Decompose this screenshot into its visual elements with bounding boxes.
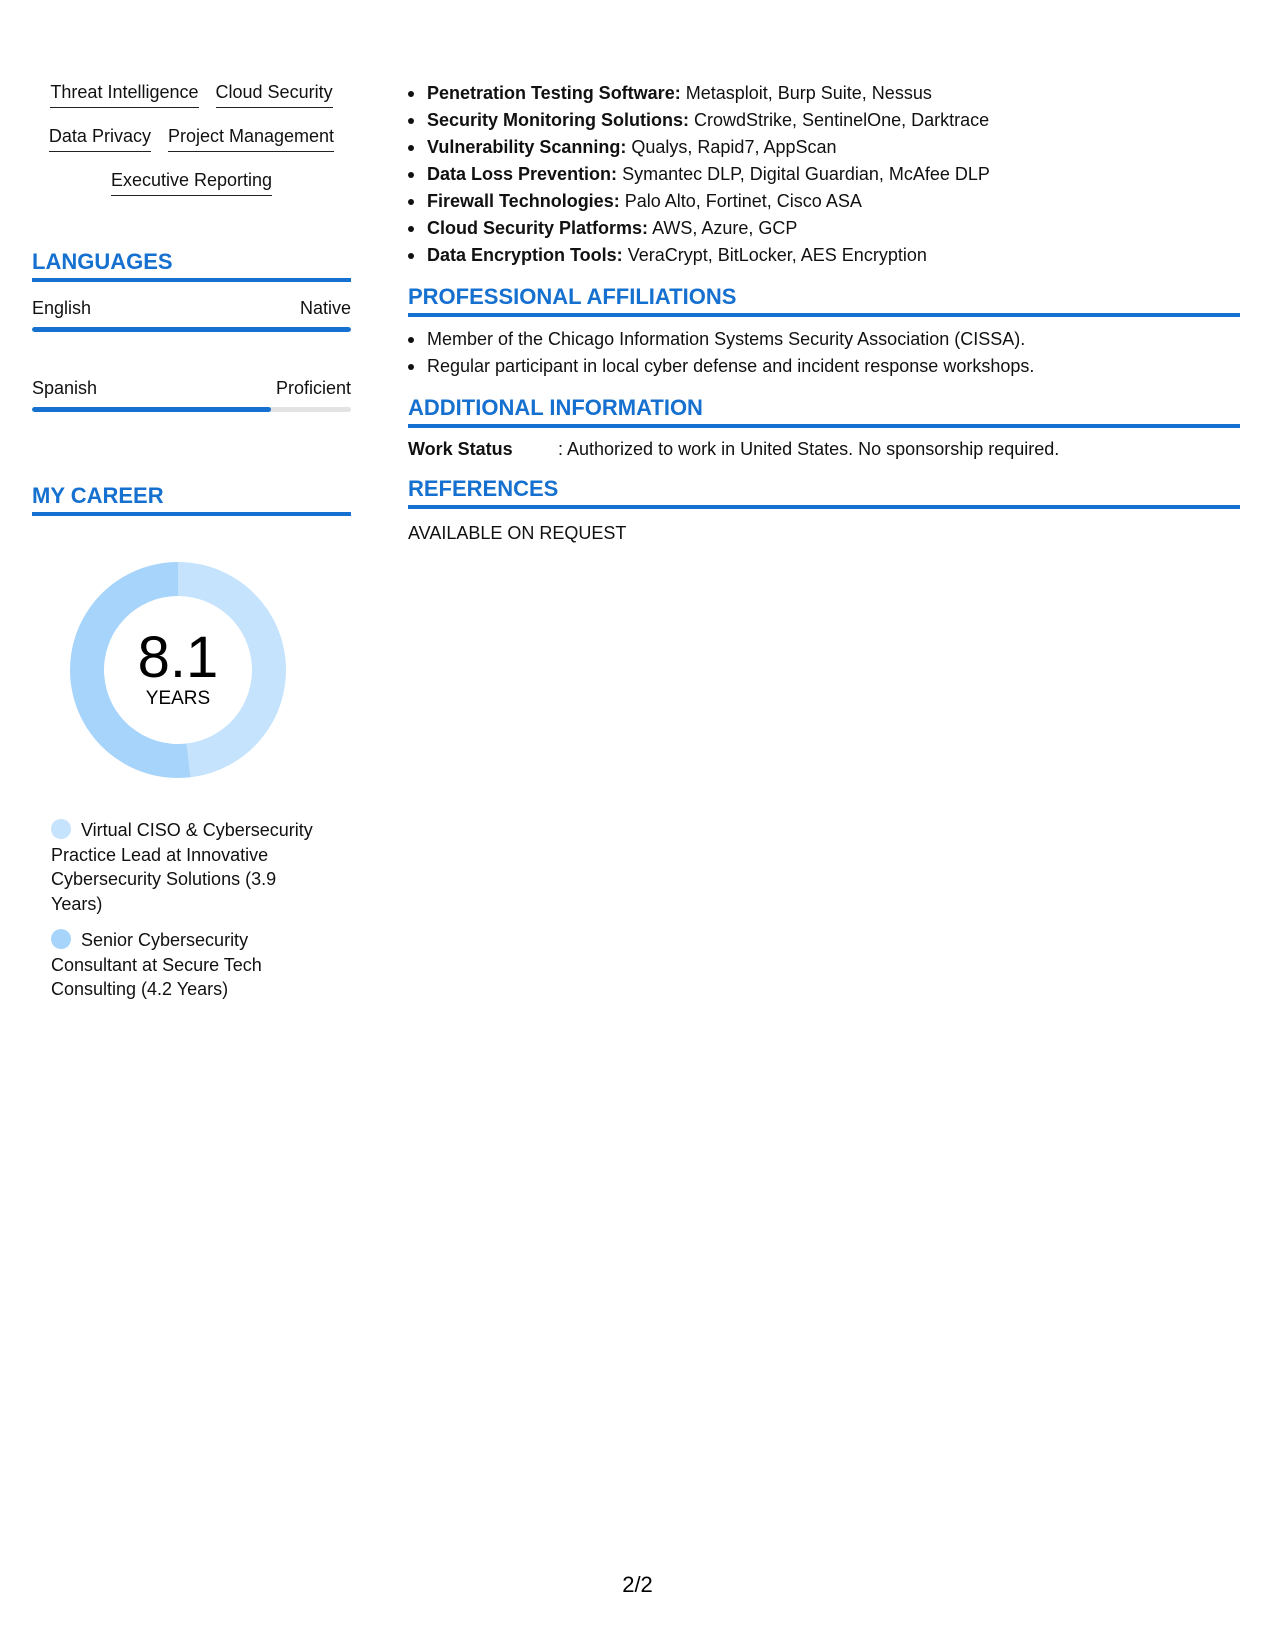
- skill-tag: Data Privacy: [49, 124, 151, 152]
- tool-item: [408, 107, 1240, 134]
- tool-label: Vulnerability Scanning:: [427, 137, 627, 157]
- language-row: [32, 377, 351, 399]
- right-column: [408, 80, 1240, 545]
- career-section: [32, 482, 351, 1002]
- additional-info-section: [408, 394, 1240, 461]
- tool-label: Data Encryption Tools:: [427, 245, 623, 265]
- affiliations-section: [408, 283, 1240, 380]
- work-status-label: Work Status: [408, 439, 513, 459]
- left-column: [32, 80, 351, 1014]
- skill-tag: Project Management: [168, 124, 334, 152]
- page-number: 2/2: [622, 1572, 653, 1597]
- language-bar: [32, 327, 351, 332]
- tool-value: CrowdStrike, SentinelOne, Darktrace: [694, 110, 990, 130]
- legend-label: Virtual CISO & Cybersecurity Practice Lead at Innovative Cybersecurity Solutions (3.9 Years): [51, 820, 313, 914]
- tool-label: Penetration Testing Software:: [427, 83, 681, 103]
- languages-section: [32, 248, 351, 412]
- language-name: Spanish: [32, 378, 98, 398]
- tool-item: [408, 134, 1240, 161]
- work-status-row: [408, 437, 1240, 461]
- work-status-value: : Authorized to work in United States. No sponsorship required.: [558, 439, 1060, 459]
- tool-value: Symantec DLP, Digital Guardian, McAfee DLP: [622, 164, 990, 184]
- language-bar: [32, 407, 351, 412]
- tool-item: [408, 188, 1240, 215]
- career-total-value: 8.1: [137, 625, 219, 690]
- tool-label: Firewall Technologies:: [427, 191, 620, 211]
- legend-label: Senior Cybersecurity Consultant at Secure Tech Consulting (4.2 Years): [51, 930, 262, 999]
- skills-tags: [32, 80, 351, 196]
- tool-value: Qualys, Rapid7, AppScan: [631, 137, 837, 157]
- tool-item: [408, 215, 1240, 242]
- tool-item: [408, 161, 1240, 188]
- skill-tag: Cloud Security: [216, 80, 333, 108]
- career-legend: [51, 818, 331, 1002]
- legend-item: [51, 928, 331, 1002]
- additional-info-title: ADDITIONAL INFORMATION: [408, 394, 1240, 428]
- tool-value: AWS, Azure, GCP: [652, 218, 798, 238]
- affiliations-title: PROFESSIONAL AFFILIATIONS: [408, 283, 1240, 317]
- tool-label: Data Loss Prevention:: [427, 164, 618, 184]
- tool-value: Metasploit, Burp Suite, Nessus: [685, 83, 932, 103]
- career-donut-chart: [66, 558, 290, 782]
- tool-value: Palo Alto, Fortinet, Cisco ASA: [624, 191, 862, 211]
- language-level: Native: [299, 298, 351, 318]
- tool-label: Cloud Security Platforms:: [427, 218, 649, 238]
- language-bar-fill: [32, 327, 351, 332]
- language-row: [32, 297, 351, 319]
- donut-center: [66, 625, 290, 710]
- languages-title: LANGUAGES: [32, 248, 351, 282]
- references-title: REFERENCES: [408, 475, 1240, 509]
- language-bar-fill: [32, 407, 271, 412]
- language-name: English: [32, 298, 92, 318]
- legend-dot-icon: [51, 929, 71, 949]
- language-level: Proficient: [275, 378, 351, 398]
- tool-item: [408, 242, 1240, 269]
- legend-item: [51, 818, 331, 916]
- skill-tag: Executive Reporting: [111, 168, 272, 196]
- legend-dot-icon: [51, 819, 71, 839]
- skill-tag: Threat Intelligence: [50, 80, 198, 108]
- tool-item: [408, 80, 1240, 107]
- affiliation-item: Member of the Chicago Information Systems Security Association (CISSA).: [408, 326, 1240, 353]
- career-title: MY CAREER: [32, 482, 351, 516]
- references-section: [408, 475, 1240, 545]
- career-total-unit: YEARS: [145, 688, 211, 709]
- affiliations-list: [408, 326, 1240, 380]
- references-text: AVAILABLE ON REQUEST: [408, 523, 627, 543]
- tools-list: [408, 80, 1240, 269]
- tool-label: Security Monitoring Solutions:: [427, 110, 689, 130]
- tool-value: VeraCrypt, BitLocker, AES Encryption: [627, 245, 927, 265]
- affiliation-item: Regular participant in local cyber defense and incident response workshops.: [408, 353, 1240, 380]
